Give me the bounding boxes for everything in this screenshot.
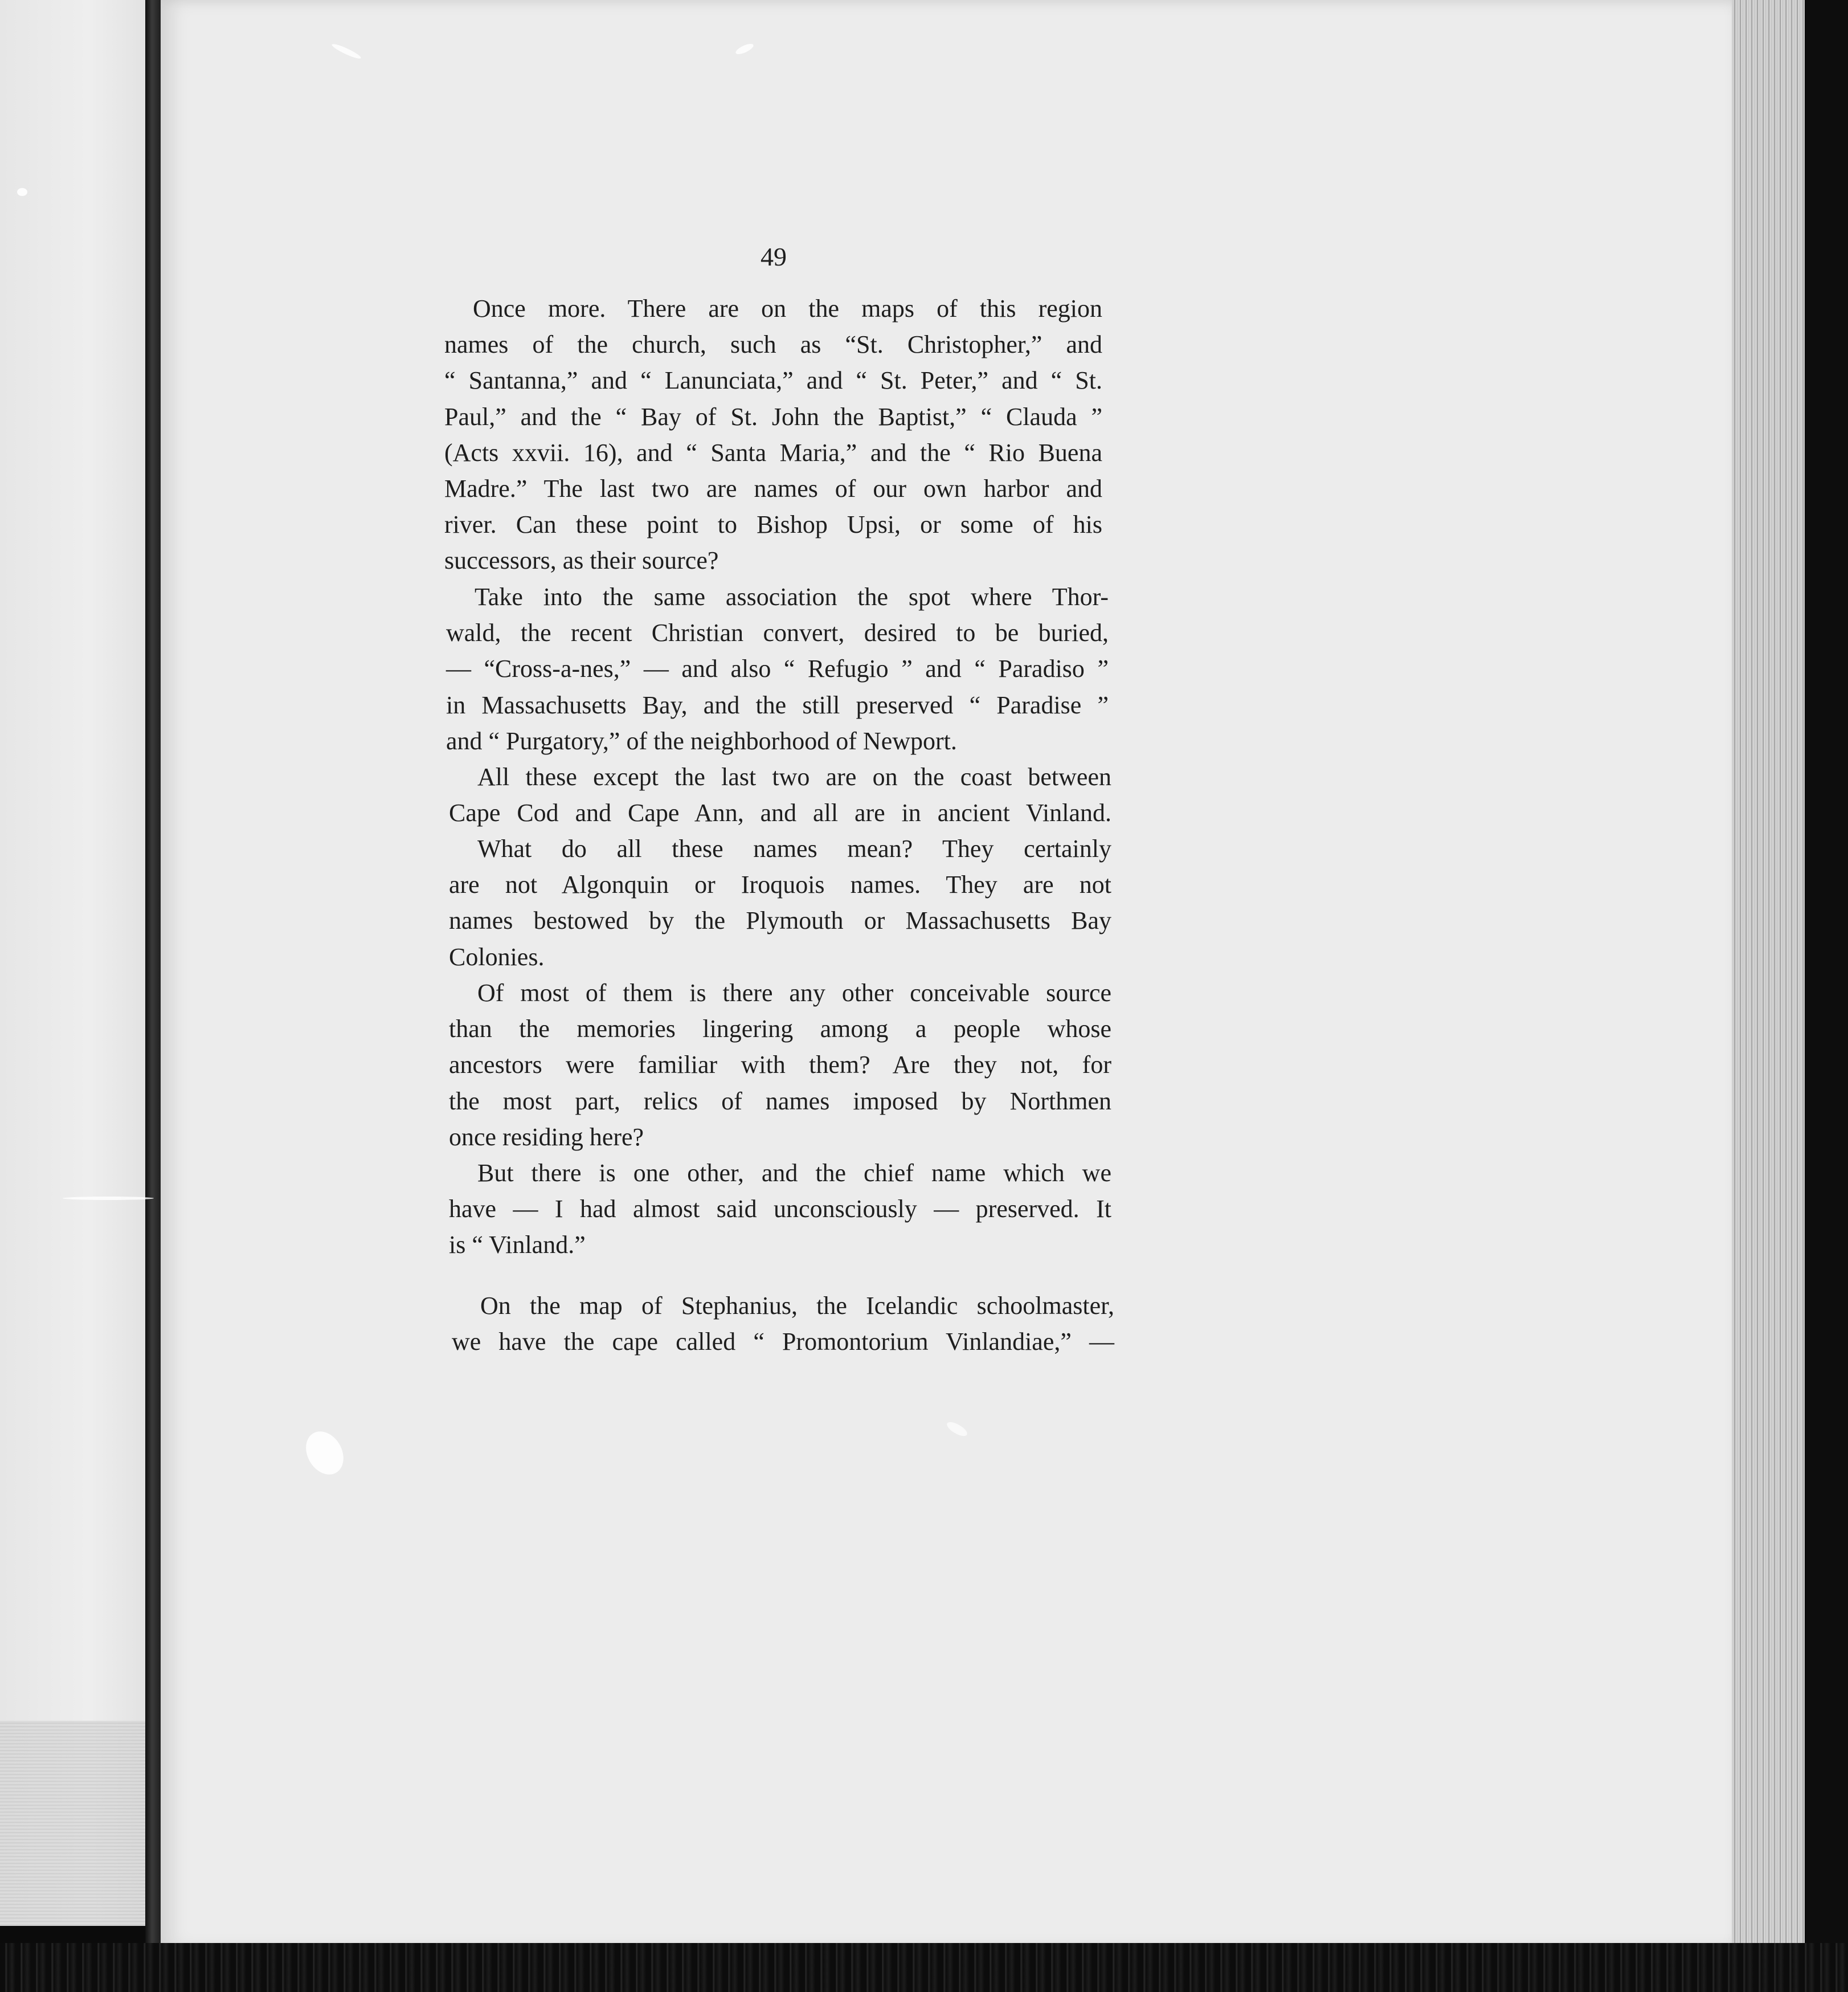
text-line: Cape Cod and Cape Ann, and all are in ancient Vinland. bbox=[449, 799, 1111, 827]
text-line: Madre.” The last two are names of our own harbor and bbox=[444, 474, 1102, 503]
paragraph-1 bbox=[444, 291, 1102, 579]
text-line: On the map of Stephanius, the Icelandic schoolmaster, bbox=[480, 1292, 1114, 1320]
text-line: Paul,” and the “ Bay of St. John the Baptist,” “ Clauda ” bbox=[444, 402, 1102, 431]
text-line: wald, the recent Christian convert, desired to be buried, bbox=[446, 619, 1109, 647]
text-line: successors, as their source? bbox=[444, 546, 719, 575]
text-line: names of the church, such as “St. Christopher,” and bbox=[444, 330, 1102, 359]
text-line: the most part, relics of names imposed by Northmen bbox=[449, 1087, 1111, 1115]
text-line: Take into the same association the spot where Thor- bbox=[475, 583, 1109, 611]
scan-dust bbox=[17, 188, 27, 196]
text-line: and “ Purgatory,” of the neighborhood of Newport. bbox=[446, 726, 957, 755]
paragraph-6 bbox=[449, 1155, 1111, 1263]
text-line: once residing here? bbox=[449, 1122, 644, 1151]
text-line: are not Algonquin or Iroquois names. They are not bbox=[449, 871, 1111, 899]
book-cover-board bbox=[1805, 0, 1848, 1992]
paragraph-3 bbox=[449, 759, 1111, 831]
paragraph-5 bbox=[449, 975, 1111, 1155]
text-line: than the memories lingering among a people whose bbox=[449, 1015, 1111, 1043]
text-line: But there is one other, and the chief name which we bbox=[477, 1159, 1111, 1187]
page-number: 49 bbox=[761, 242, 787, 271]
scan-bottom-border bbox=[0, 1943, 1848, 1992]
scan-dust bbox=[63, 1197, 154, 1200]
paragraph-7 bbox=[452, 1288, 1114, 1360]
text-line: river. Can these point to Bishop Upsi, or some of his bbox=[444, 511, 1102, 539]
left-facing-page bbox=[0, 0, 153, 1926]
text-line: (Acts xxvii. 16), and “ Santa Maria,” and the “ Rio Buena bbox=[444, 438, 1102, 467]
text-line: Colonies. bbox=[449, 942, 545, 971]
text-line: ancestors were familiar with them? Are they not, for bbox=[449, 1051, 1111, 1079]
text-line: we have the cape called “ Promontorium Vinlandiae,” — bbox=[452, 1328, 1114, 1356]
text-line: is “ Vinland.” bbox=[449, 1231, 586, 1259]
text-line: names bestowed by the Plymouth or Massachusetts Bay bbox=[449, 907, 1111, 935]
text-line: Of most of them is there any other conceivable source bbox=[477, 979, 1111, 1007]
book-gutter bbox=[145, 0, 162, 1949]
text-line: have — I had almost said unconsciously — preserved. It bbox=[449, 1195, 1111, 1223]
text-line: What do all these names mean? They certainly bbox=[477, 835, 1111, 863]
left-page-edge bbox=[0, 1721, 149, 1926]
text-line: All these except the last two are on the coast between bbox=[477, 763, 1111, 791]
text-line: Once more. There are on the maps of this region bbox=[473, 295, 1102, 323]
page-stack-edges bbox=[1732, 0, 1806, 1960]
paragraph-4 bbox=[449, 831, 1111, 975]
text-line: “ Santanna,” and “ Lanunciata,” and “ St. Peter,” and “ St. bbox=[444, 366, 1102, 395]
text-line: in Massachusetts Bay, and the still preserved “ Paradise ” bbox=[446, 691, 1109, 719]
text-line: — “Cross-a-nes,” — and also “ Refugio ” and “ Paradiso ” bbox=[446, 655, 1109, 683]
paragraph-2 bbox=[446, 579, 1109, 759]
